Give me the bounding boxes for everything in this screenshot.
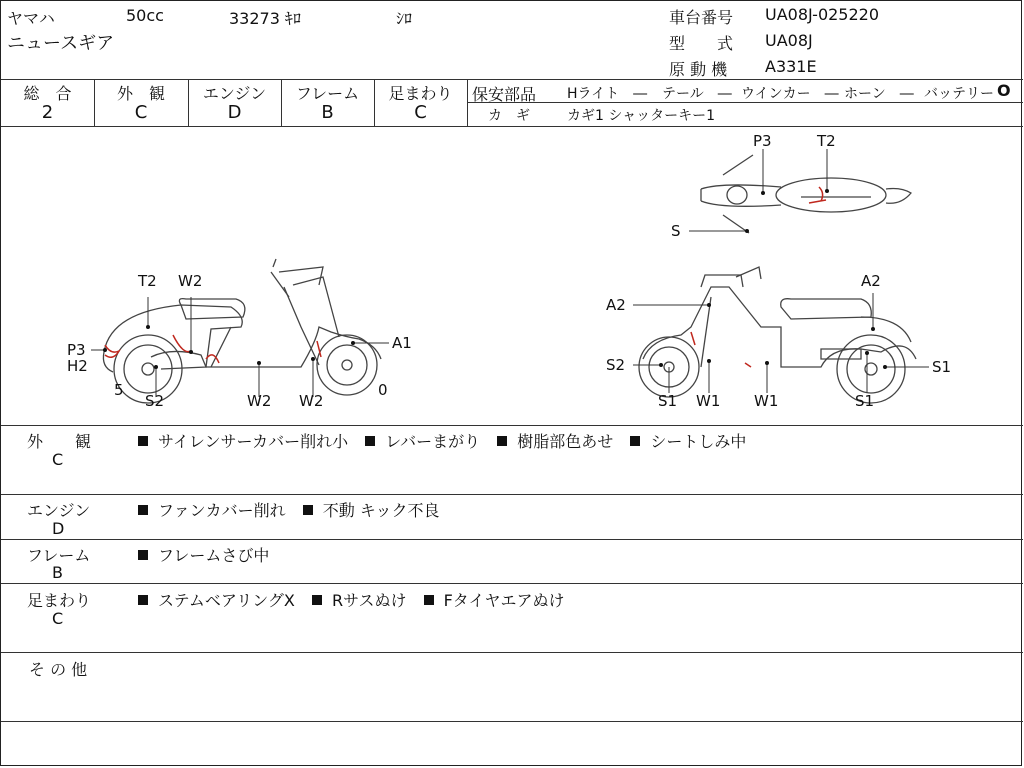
bullet-icon <box>365 436 375 446</box>
note-item: シートしみ中 <box>650 432 747 451</box>
diagram-label: W2 <box>178 272 203 290</box>
scooter-top-view <box>701 155 911 233</box>
color: ｼﾛ <box>396 9 413 28</box>
note-item: 不動 キック不良 <box>322 501 440 520</box>
exterior-grade: C <box>134 102 148 123</box>
damage-marks <box>105 187 826 367</box>
key-label: カ ギ <box>488 108 530 124</box>
bullet-icon <box>138 436 148 446</box>
frame-grade-label: フレーム <box>295 84 360 103</box>
diagram-label: W2 <box>299 392 324 410</box>
diagram-label: S2 <box>606 356 626 374</box>
diagram-label: S2 <box>145 392 165 410</box>
key-value: カギ1 シャッターキー1 <box>567 108 715 124</box>
frame-no-label: 車台番号 <box>669 8 734 27</box>
overall-label: 総 合 <box>23 84 72 103</box>
suspension-note-label: 足まわり <box>27 591 92 610</box>
damage-diagram <box>1 127 1023 425</box>
bullet-icon <box>138 595 148 605</box>
diagram-label: W2 <box>247 392 272 410</box>
type-label: 型 式 <box>669 34 734 53</box>
safety-label: 保安部品 <box>472 85 537 104</box>
diagram-label: S1 <box>932 358 952 376</box>
exterior-label: 外 観 <box>116 84 165 103</box>
note-item: サイレンサーカバー削れ小 <box>158 432 349 451</box>
model-name: ニュースギア <box>7 33 115 54</box>
suspension-note-items <box>138 588 576 611</box>
bullet-icon <box>497 436 507 446</box>
diagram-label: P3 <box>753 132 772 150</box>
overall-grade: 2 <box>41 102 54 123</box>
divider <box>1 721 1023 722</box>
diagram-label: W1 <box>696 392 721 410</box>
suspension-grade: C <box>414 102 427 123</box>
diagram-label: S <box>671 222 681 240</box>
bullet-icon <box>630 436 640 446</box>
engine-note-items <box>138 498 452 521</box>
exterior-note-items <box>138 429 758 452</box>
suspension-grade-label: 足まわり <box>388 84 453 103</box>
bullet-icon <box>424 595 434 605</box>
frame-note-grade: B <box>52 563 63 582</box>
divider <box>1 652 1023 653</box>
engine-grade-label: エンジン <box>202 84 267 103</box>
diagram-label: S1 <box>658 392 678 410</box>
divider <box>1 494 1023 495</box>
diagram-label: H2 <box>67 357 88 375</box>
diagram-label: A2 <box>861 272 881 290</box>
headlight-status: Hライト ― <box>567 86 648 102</box>
divider <box>1 583 1023 584</box>
bullet-icon <box>138 505 148 515</box>
note-item: ステムベアリングX <box>158 591 295 610</box>
engine-note-grade: D <box>52 519 65 538</box>
note-item: フレームさび中 <box>158 546 270 565</box>
battery-status: バッテリー <box>924 86 994 102</box>
bullet-icon <box>312 595 322 605</box>
displacement: 50cc <box>126 6 164 25</box>
battery-mark: O <box>997 81 1011 100</box>
winker-status: ウインカー ― <box>741 86 839 102</box>
divider <box>1 425 1023 426</box>
diagram-label: T2 <box>817 132 836 150</box>
frame-note-items <box>138 543 281 566</box>
type-value: UA08J <box>765 31 813 50</box>
frame-no: UA08J-025220 <box>765 5 880 24</box>
horn-status: ホーン ― <box>844 86 914 102</box>
diagram-label: 0 <box>378 381 388 399</box>
bullet-icon <box>138 550 148 560</box>
engine-label: 原 動 機 <box>669 60 728 79</box>
engine-note-label: エンジン <box>27 501 91 520</box>
diagram-label: P3 <box>67 341 86 359</box>
diagram-label: T2 <box>138 272 157 290</box>
maker: ヤマハ <box>7 9 55 28</box>
diagram-label: A1 <box>392 334 412 352</box>
note-item: ファンカバー削れ <box>158 501 286 520</box>
note-item: Fタイヤエアぬけ <box>443 591 565 610</box>
exterior-note-grade: C <box>52 450 64 469</box>
exterior-note-label: 外 観 <box>27 432 92 451</box>
diagram-label: 5 <box>114 381 124 399</box>
note-item: 樹脂部色あせ <box>517 432 614 451</box>
tail-status: テール ― <box>662 86 732 102</box>
engine-value: A331E <box>765 57 817 76</box>
note-item: Rサスぬけ <box>331 591 407 610</box>
divider <box>1 79 1023 80</box>
bullet-icon <box>303 505 313 515</box>
diagram-label: W1 <box>754 392 779 410</box>
mileage: 33273 ｷﾛ <box>229 9 301 28</box>
suspension-note-grade: C <box>52 609 64 628</box>
diagram-label: A2 <box>606 296 626 314</box>
diagram-label: S1 <box>855 392 875 410</box>
marker-dots <box>103 189 887 369</box>
other-note-label: そ の 他 <box>29 660 88 679</box>
frame-grade: B <box>321 102 334 123</box>
note-item: レバーまがり <box>385 432 481 451</box>
divider <box>1 539 1023 540</box>
engine-grade: D <box>227 102 242 123</box>
frame-note-label: フレーム <box>27 546 91 565</box>
